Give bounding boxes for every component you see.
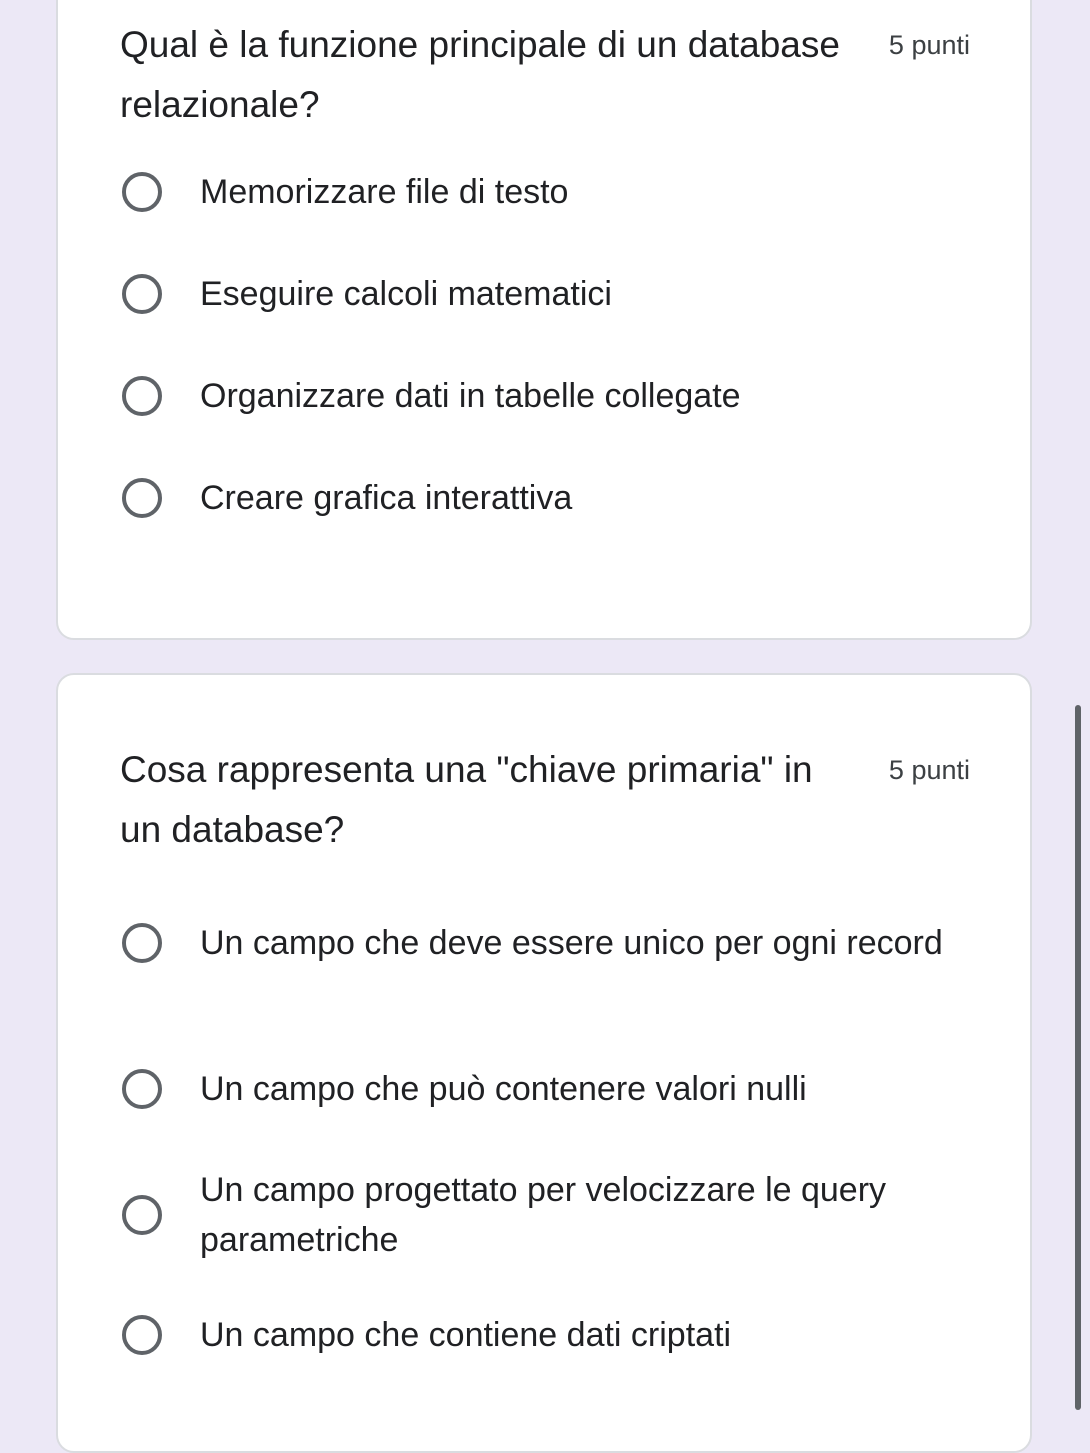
- answer-option[interactable]: [120, 371, 970, 421]
- answer-option[interactable]: [120, 918, 970, 968]
- radio-unchecked-icon[interactable]: [122, 172, 162, 212]
- radio-unchecked-icon[interactable]: [122, 1315, 162, 1355]
- question-card: [56, 673, 1032, 1453]
- radio-unchecked-icon[interactable]: [122, 376, 162, 416]
- answer-option-label: Un campo che deve essere unico per ogni record: [200, 924, 943, 962]
- answer-option-label: Un campo che può contenere valori nulli: [200, 1070, 807, 1108]
- question-header: [120, 15, 970, 135]
- answer-option[interactable]: [120, 473, 970, 523]
- question-title: Qual è la funzione principale di un database relazionale?: [120, 24, 840, 125]
- answer-option[interactable]: [120, 1064, 970, 1114]
- answer-option[interactable]: [120, 167, 970, 217]
- answer-option-label: Organizzare dati in tabelle collegate: [200, 377, 741, 415]
- answer-option[interactable]: [120, 1165, 970, 1265]
- answer-option-label: Eseguire calcoli matematici: [200, 275, 612, 313]
- question-points: 5 punti: [888, 30, 970, 60]
- answer-option[interactable]: [120, 1310, 970, 1360]
- question-points: 5 punti: [888, 755, 970, 785]
- radio-unchecked-icon[interactable]: [122, 1195, 162, 1235]
- answer-option-label: Memorizzare file di testo: [200, 173, 569, 211]
- answer-option-label: Creare grafica interattiva: [200, 479, 573, 517]
- question-card: [56, 0, 1032, 640]
- radio-unchecked-icon[interactable]: [122, 923, 162, 963]
- answer-option-label: Un campo che contiene dati criptati: [200, 1316, 732, 1354]
- answer-option[interactable]: [120, 269, 970, 319]
- question-header: [120, 740, 970, 860]
- radio-unchecked-icon[interactable]: [122, 274, 162, 314]
- radio-unchecked-icon[interactable]: [122, 1069, 162, 1109]
- radio-unchecked-icon[interactable]: [122, 478, 162, 518]
- scrollbar[interactable]: [1075, 705, 1081, 1410]
- question-title: Cosa rappresenta una "chiave primaria" in un database?: [120, 749, 813, 850]
- answer-option-label: Un campo progettato per velocizzare le query parametriche: [200, 1171, 887, 1259]
